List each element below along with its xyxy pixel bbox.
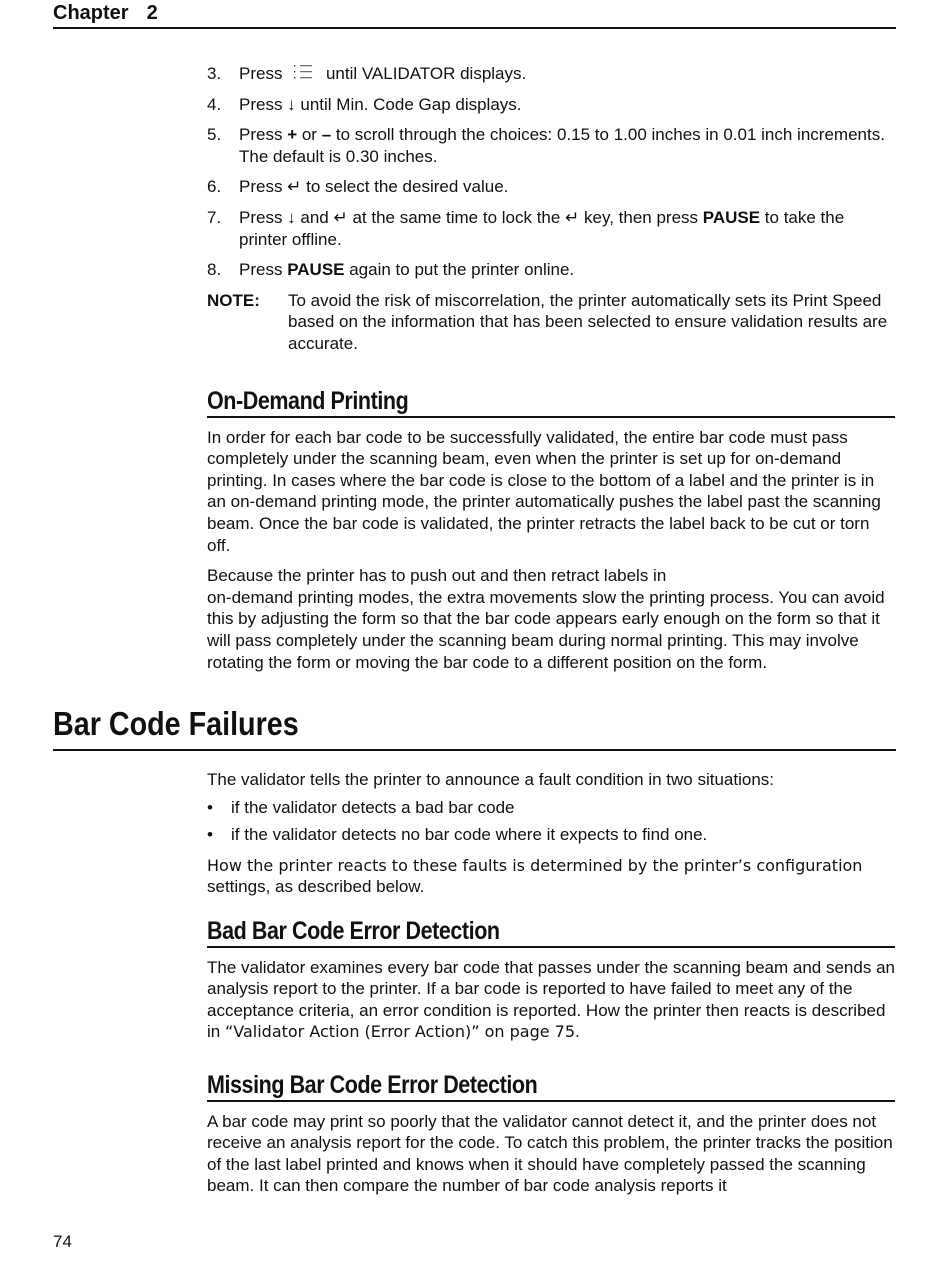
step-number: 7. bbox=[207, 207, 222, 227]
paragraph-text: on-demand printing modes, the extra movements slow the printing process. You can avoid this by adjusting the form so that the bar code appears early enough on the form so that it will pass completely under the scanning beam during normal printing. This may involve rotating the form or moving the bar code to a different position on the form. bbox=[207, 587, 885, 672]
chapter-header bbox=[53, 2, 896, 29]
section-heading: On-Demand Printing bbox=[207, 387, 409, 415]
paragraph bbox=[207, 855, 895, 898]
list-item-text: if the validator detects a bad bar code bbox=[231, 797, 515, 817]
step-item bbox=[207, 94, 895, 116]
paragraph: In order for each bar code to be successfully validated, the entire bar code must pass completely under the scanning beam, even when the printer is set up for on-demand printing. In cases where the bar code is close to the bottom of a label and the printer is in an on-demand printing mode, the printer automatically pushes the label past the scanning beam. Once the bar code is validated, the printer retracts the label back to be cut or torn off. bbox=[207, 427, 881, 555]
minus-key: – bbox=[321, 125, 332, 145]
page-number: 74 bbox=[53, 1232, 72, 1251]
step-number: 6. bbox=[207, 177, 222, 197]
chapter-number: 2 bbox=[146, 2, 158, 24]
note-label: NOTE: bbox=[207, 290, 260, 310]
bar-code-failures-heading bbox=[53, 705, 896, 751]
note-text: To avoid the risk of miscorrelation, the printer automatically sets its Print Speed based on the information that has been selected to ensure validation results are accurate. bbox=[288, 290, 888, 353]
list-item-text: if the validator detects no bar code where it expects to find one. bbox=[231, 825, 708, 845]
step-item bbox=[207, 124, 895, 167]
pause-key: PAUSE bbox=[702, 207, 761, 227]
step-text bbox=[239, 259, 895, 281]
list-item bbox=[207, 797, 895, 819]
on-demand-section bbox=[207, 387, 895, 682]
step-list bbox=[207, 63, 895, 355]
step-number: 8. bbox=[207, 260, 222, 280]
step-number: 5. bbox=[207, 125, 222, 145]
bullet-list bbox=[207, 797, 895, 846]
step-text-part: Press bbox=[239, 125, 288, 145]
step-text-part: to take the printer offline. bbox=[239, 207, 845, 249]
step-text-pre: Press bbox=[239, 64, 283, 83]
step-number: 4. bbox=[207, 94, 222, 114]
paragraph-line: How the printer reacts to these faults is determined by the printer’s configuration bbox=[207, 855, 863, 875]
step-number: 3. bbox=[207, 64, 222, 83]
step-item bbox=[207, 259, 895, 281]
paragraph: A bar code may print so poorly that the validator cannot detect it, and the printer does not receive an analysis report for the code. To catch this problem, the printer tracks the position of the last label printed and knows when it should have completely passed the scanning beam. It can then compare the number of bar code analysis reports it bbox=[207, 1111, 893, 1196]
bullet-icon: • bbox=[207, 797, 213, 817]
paragraph-text: . bbox=[575, 1022, 580, 1042]
step-text-part: or bbox=[297, 125, 322, 145]
missing-detection-section bbox=[207, 1071, 895, 1206]
paragraph-line: settings, as described below. bbox=[207, 877, 425, 897]
step-item bbox=[207, 207, 895, 250]
step-item bbox=[207, 176, 895, 198]
step-text-part: Press bbox=[239, 260, 288, 280]
plus-key: + bbox=[287, 125, 298, 145]
chapter-label: Chapter bbox=[53, 2, 129, 24]
paragraph-text: The validator examines every bar code that passes under the scanning beam and sends an analysis report to the printer. If a bar code is reported to have failed to meet any of the acceptance criteria, an error condition is reported. How the printer then reacts is described in bbox=[207, 957, 895, 1042]
step-text bbox=[239, 124, 895, 167]
step-text-part: Press ↓ and ↵ at the same time to lock the ↵ key, then press bbox=[239, 207, 703, 227]
cross-reference-link[interactable]: “Validator Action (Error Action)” on page 75 bbox=[224, 1022, 576, 1042]
menu-key-icon bbox=[293, 64, 315, 80]
bad-detection-section bbox=[207, 917, 895, 1052]
step-text bbox=[239, 63, 895, 85]
section-heading: Bad Bar Code Error Detection bbox=[207, 917, 500, 945]
page-title: Bar Code Failures bbox=[53, 705, 299, 742]
step-text: Press ↵ to select the desired value. bbox=[239, 177, 509, 197]
failures-body bbox=[207, 769, 895, 907]
note-block bbox=[207, 290, 895, 355]
step-text bbox=[239, 207, 895, 250]
paragraph-line: Because the printer has to push out and then retract labels in bbox=[207, 566, 667, 586]
step-text: Press ↓ until Min. Code Gap displays. bbox=[239, 94, 522, 114]
pause-key: PAUSE bbox=[287, 260, 345, 280]
section-heading: Missing Bar Code Error Detection bbox=[207, 1071, 538, 1099]
paragraph: The validator tells the printer to announce a fault condition in two situations: bbox=[207, 770, 775, 789]
step-item bbox=[207, 63, 895, 85]
step-text-post: until VALIDATOR displays. bbox=[325, 64, 527, 83]
bullet-icon: • bbox=[207, 825, 213, 845]
paragraph bbox=[207, 565, 895, 673]
list-item bbox=[207, 824, 895, 846]
step-text-part: again to put the printer online. bbox=[344, 260, 575, 280]
paragraph bbox=[207, 957, 895, 1043]
step-text-part: to scroll through the choices: 0.15 to 1.00 inches in 0.01 inch increments. The default is 0.30 inches. bbox=[239, 125, 885, 166]
